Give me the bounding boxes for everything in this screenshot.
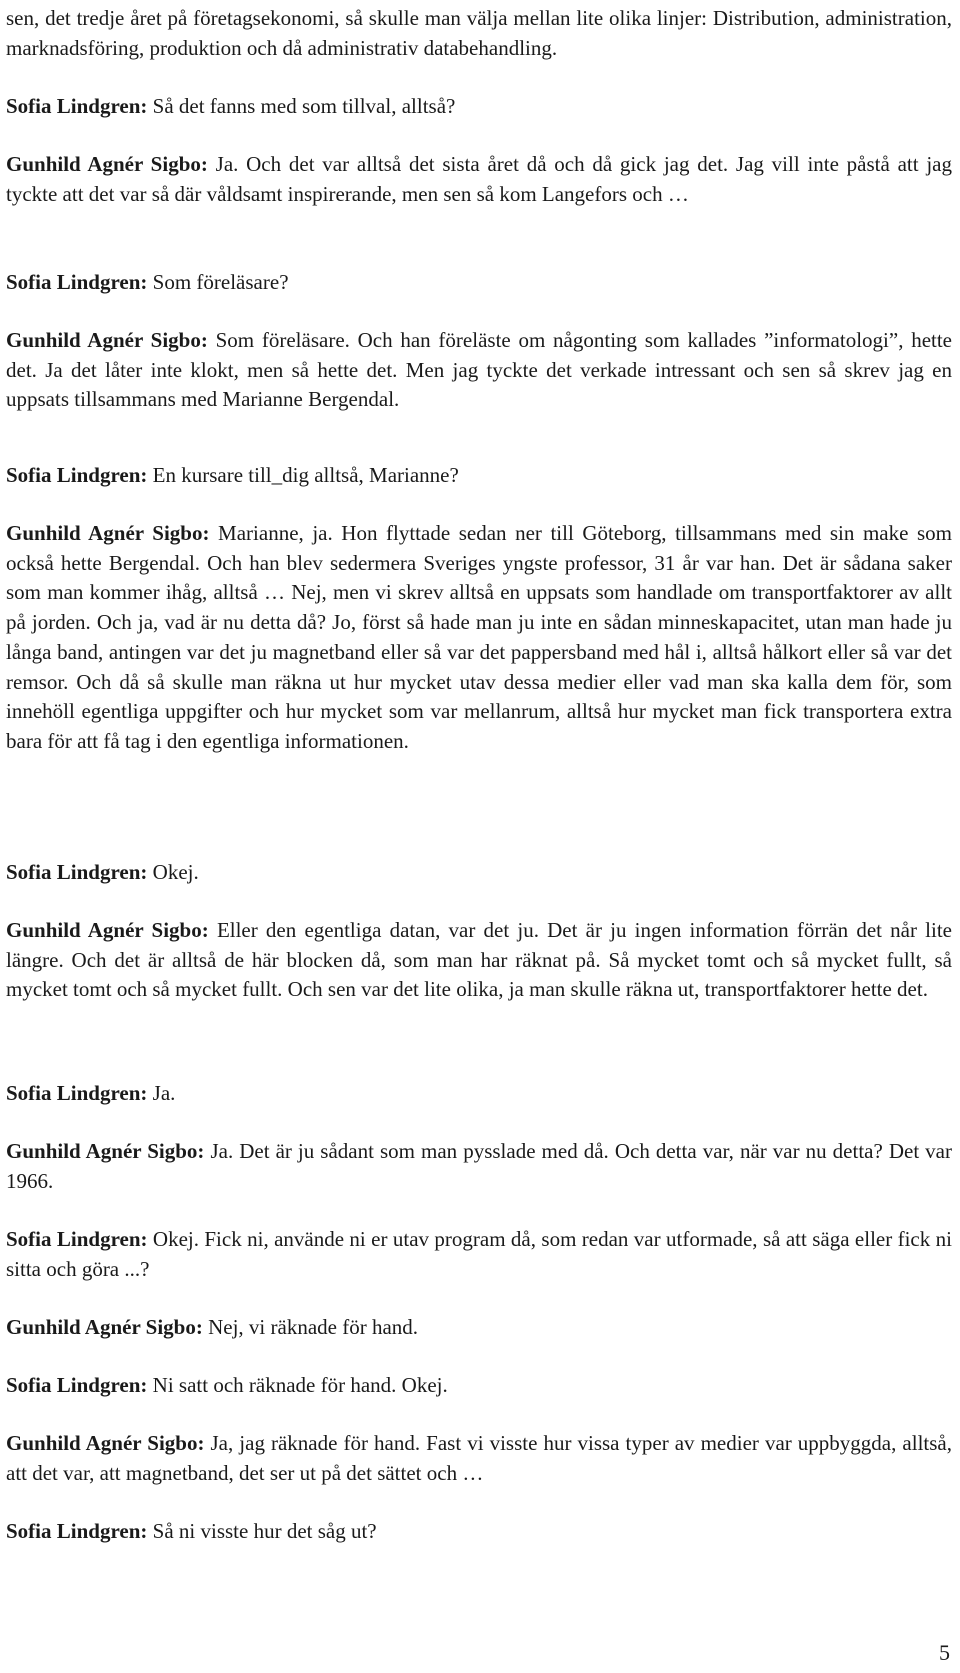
paragraph-text: Eller den egentliga datan, var det ju. Det är ju ingen information förrän det når lite längre. Och det är alltså de här blocken då, som man har räknat på. Så mycket tomt och så mycket fullt, så mycket tomt och så mycket fullt. Och sen var det lite olika, ja man skulle räkna ut, transportfaktorer hette det.	[6, 918, 953, 1002]
transcript-paragraph	[6, 1079, 952, 1109]
transcript-paragraph	[6, 1313, 952, 1343]
speaker-name: Gunhild Agnér Sigbo:	[6, 1431, 205, 1455]
paragraph-text: En kursare till_dig alltså, Marianne?	[152, 463, 459, 487]
paragraph-text: Okej.	[152, 860, 199, 884]
paragraph-text: Ja.	[152, 1081, 176, 1105]
speaker-name: Gunhild Agnér Sigbo:	[6, 328, 208, 352]
speaker-name: Gunhild Agnér Sigbo:	[6, 1315, 203, 1339]
speaker-name: Gunhild Agnér Sigbo:	[6, 1139, 205, 1163]
transcript-paragraph	[6, 150, 952, 209]
paragraph-text: Ja, jag räknade för hand. Fast vi visste hur vissa typer av medier var uppbyggda, alltså, att det var, att magnetband, det ser ut på det sättet och …	[6, 1431, 952, 1485]
speaker-name: Gunhild Agnér Sigbo:	[6, 521, 210, 545]
paragraph-text: Ni satt och räknade för hand. Okej.	[152, 1373, 448, 1397]
transcript-paragraph	[6, 4, 952, 63]
transcript-paragraph	[6, 1517, 952, 1547]
transcript-paragraph	[6, 326, 952, 415]
transcript-paragraph	[6, 1371, 952, 1401]
transcript-paragraph	[6, 461, 952, 491]
speaker-name: Sofia Lindgren:	[6, 1081, 148, 1105]
paragraph-text: Så ni visste hur det såg ut?	[152, 1519, 377, 1543]
speaker-name: Sofia Lindgren:	[6, 1373, 148, 1397]
transcript-paragraph	[6, 92, 952, 122]
speaker-name: Sofia Lindgren:	[6, 1227, 148, 1251]
transcript-paragraph	[6, 1137, 952, 1196]
speaker-name: Sofia Lindgren:	[6, 270, 148, 294]
transcript-paragraph	[6, 858, 952, 888]
paragraph-text: sen, det tredje året på företagsekonomi, så skulle man välja mellan lite olika linjer: Distribution, administration, marknadsföring, produktion och då administrativ databehandling.	[6, 6, 952, 60]
paragraph-text: Nej, vi räknade för hand.	[208, 1315, 419, 1339]
transcript-paragraph	[6, 268, 952, 298]
speaker-name: Sofia Lindgren:	[6, 860, 148, 884]
speaker-name: Sofia Lindgren:	[6, 94, 148, 118]
transcript-paragraph	[6, 1429, 952, 1488]
paragraph-text: Som föreläsare?	[152, 270, 289, 294]
transcript-paragraph	[6, 916, 952, 1005]
paragraph-text: Så det fanns med som tillval, alltså?	[152, 94, 456, 118]
speaker-name: Sofia Lindgren:	[6, 1519, 148, 1543]
paragraph-text: Okej. Fick ni, använde ni er utav program då, som redan var utformade, så att säga eller fick ni sitta och göra ...?	[6, 1227, 952, 1281]
page-number: 5	[939, 1640, 950, 1665]
speaker-name: Gunhild Agnér Sigbo:	[6, 918, 209, 942]
transcript-paragraph	[6, 519, 952, 757]
paragraph-text: Ja. Det är ju sådant som man pysslade med då. Och detta var, när var nu detta? Det var 1966.	[6, 1139, 952, 1193]
paragraph-text: Som föreläsare. Och han föreläste om någonting som kallades ”informatologi”, hette det. Ja det låter inte klokt, men så hette det. Men jag tyckte det verkade intressant och sen så skrev jag en uppsats tillsammans med Marianne Bergendal.	[6, 328, 953, 412]
paragraph-text: Marianne, ja. Hon flyttade sedan ner till Göteborg, tillsammans med sin make som också hette Bergendal. Och han blev sedermera Sveriges yngste professor, 31 år var han. Det är sådana saker som man kommer ihåg, alltså … Nej, men vi skrev alltså en uppsats som handlade om transportfaktorer av allt på jorden. Och ja, vad är nu detta då? Jo, först så hade man ju inte en sådan minneskapacitet, utan man hade ju långa band, antingen var det ju magnetband eller så var det pappersband med hål i, alltså hålkort eller så var det remsor. Och då så skulle man räkna ut hur mycket utav dessa medier eller vad man ska kalla dem för, som innehöll egentliga uppgifter och hur mycket som var mellanrum, alltså hur mycket man fick transportera extra bara för att få tag i den egentliga informationen.	[6, 521, 952, 753]
speaker-name: Gunhild Agnér Sigbo:	[6, 152, 208, 176]
speaker-name: Sofia Lindgren:	[6, 463, 148, 487]
transcript-paragraph	[6, 1225, 952, 1284]
paragraph-text: Ja. Och det var alltså det sista året då och då gick jag det. Jag vill inte påstå att jag tyckte att det var så där våldsamt inspirerande, men sen så kom Langefors och …	[6, 152, 952, 206]
